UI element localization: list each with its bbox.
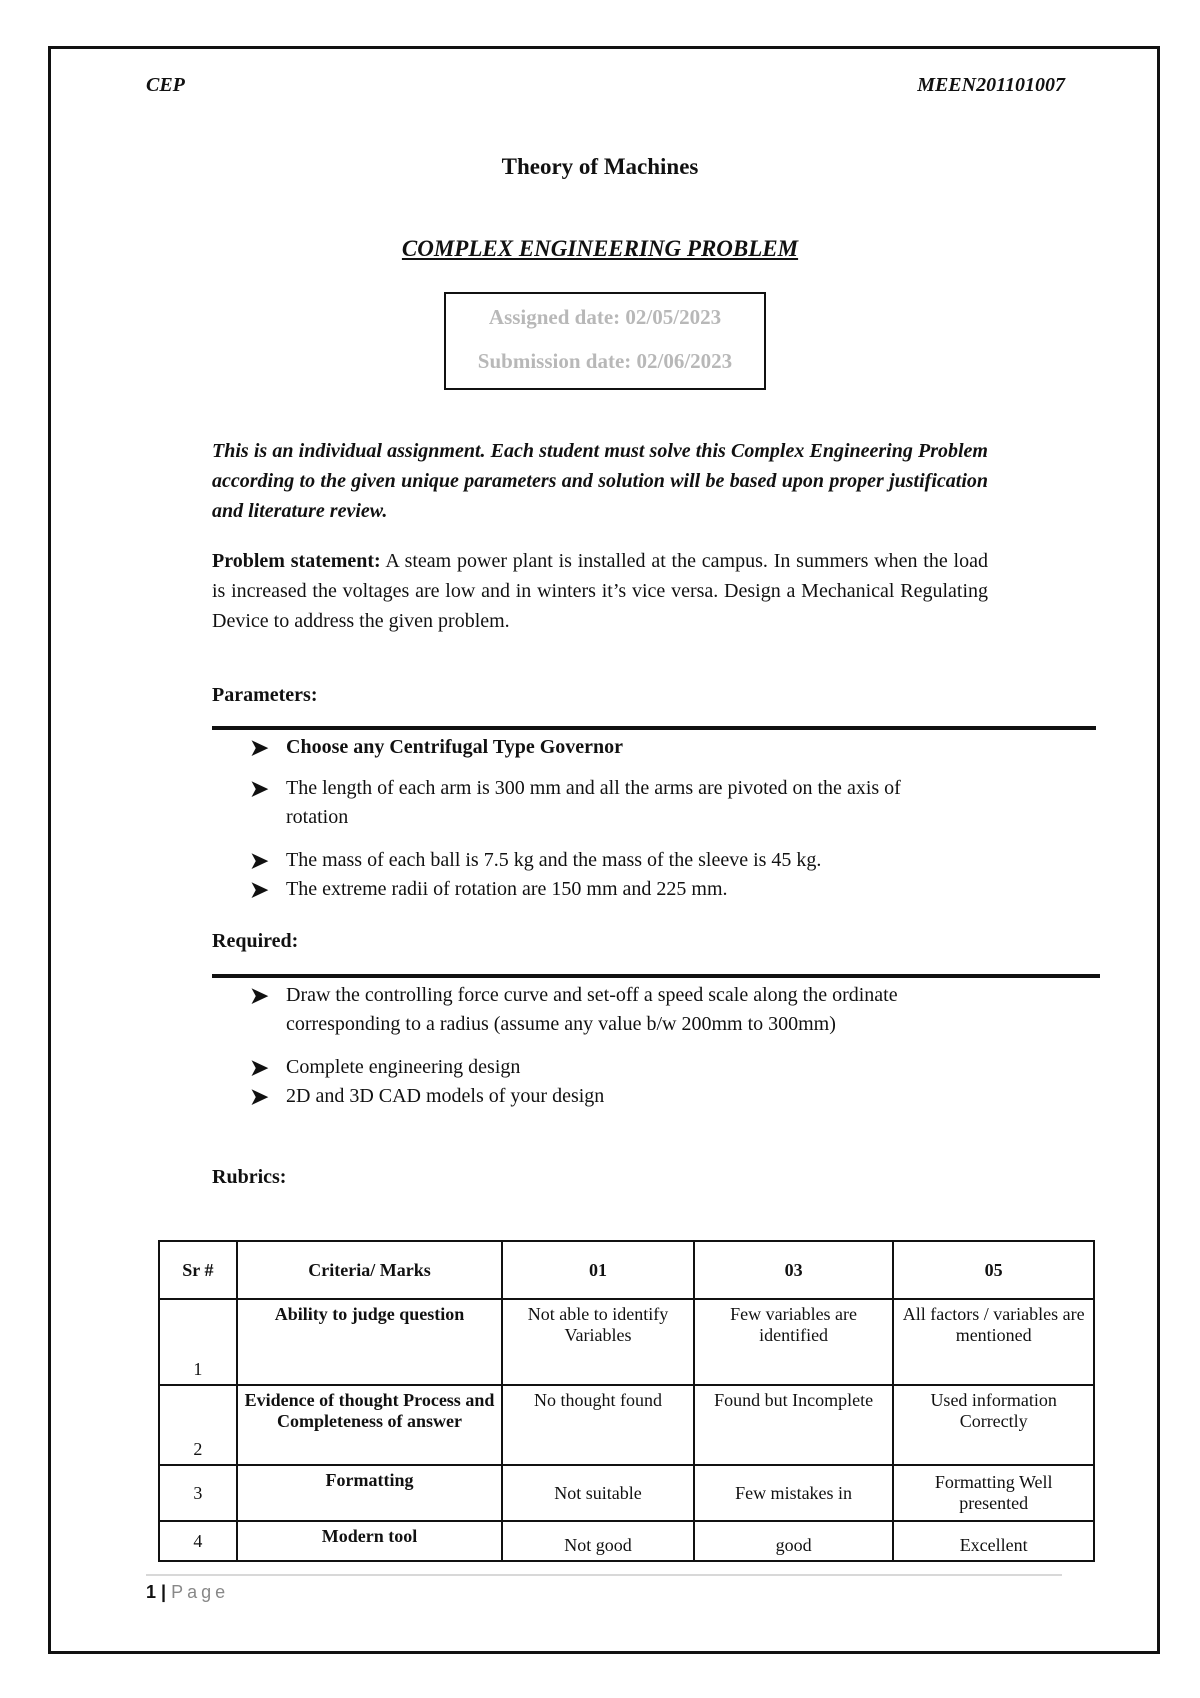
header-criteria: Criteria/ Marks	[237, 1241, 502, 1299]
cell-01: No thought found	[502, 1385, 694, 1465]
cell-03: Few mistakes in	[694, 1465, 894, 1521]
cell-01: Not able to identify Variables	[502, 1299, 694, 1385]
table-row	[159, 1521, 1094, 1561]
list-item: ➤ The extreme radii of rotation are 150 mm and 225 mm.	[250, 877, 728, 902]
footer-separator: |	[161, 1582, 167, 1602]
cell-05: All factors / variables are mentioned	[893, 1299, 1094, 1385]
page-number: 1	[146, 1582, 157, 1602]
header-03: 03	[694, 1241, 894, 1299]
page-title: Theory of Machines	[501, 154, 699, 179]
arrow-bullet-icon: ➤	[250, 1084, 269, 1109]
problem-text: A steam power plant is installed at the campus. In summers when the load is increased the voltages are low and in winters it’s vice versa. Design a Mechanical Regulating Device to address the given problem.	[212, 550, 988, 632]
cell-05: Excellent	[893, 1521, 1094, 1561]
cell-03: Found but Incomplete	[694, 1385, 894, 1465]
table-row	[159, 1385, 1094, 1465]
list-item: ➤ Choose any Centrifugal Type Governor	[250, 735, 624, 760]
header-left: CEP	[146, 74, 185, 96]
header-01: 01	[502, 1241, 694, 1299]
arrow-bullet-icon: ➤	[250, 1055, 269, 1080]
cell-criteria: Modern tool	[237, 1521, 502, 1561]
table-header-row	[159, 1241, 1094, 1299]
parameters-divider	[212, 726, 1096, 730]
cell-sr: 2	[159, 1385, 237, 1465]
list-item: ➤ 2D and 3D CAD models of your design	[250, 1084, 605, 1109]
page-subtitle: COMPLEX ENGINEERING PROBLEM	[401, 236, 799, 261]
footer-divider	[146, 1574, 1062, 1576]
problem-statement	[212, 546, 988, 636]
parameters-label: Parameters:	[212, 684, 318, 706]
cell-01: Not good	[502, 1521, 694, 1561]
rubrics-table	[158, 1240, 1095, 1562]
arrow-bullet-icon: ➤	[250, 735, 269, 760]
cell-sr: 1	[159, 1299, 237, 1385]
cell-criteria: Evidence of thought Process and Completeness of answer	[237, 1385, 502, 1465]
list-item: ➤ The length of each arm is 300 mm and all the arms are pivoted on the axis of rotation	[250, 776, 901, 828]
cell-05: Used information Correctly	[893, 1385, 1094, 1465]
arrow-bullet-icon: ➤	[250, 776, 269, 801]
assigned-date: Assigned date: 02/05/2023	[488, 305, 722, 329]
cell-01: Not suitable	[502, 1465, 694, 1521]
cell-criteria: Ability to judge question	[237, 1299, 502, 1385]
header-sr: Sr #	[159, 1241, 237, 1299]
list-item: ➤ The mass of each ball is 7.5 kg and the mass of the sleeve is 45 kg.	[250, 848, 822, 873]
arrow-bullet-icon: ➤	[250, 848, 269, 873]
cell-05: Formatting Well presented	[893, 1465, 1094, 1521]
intro-paragraph: This is an individual assignment. Each student must solve this Complex Engineering Problem according to the given unique parameters and solution will be based upon proper justification and literature review.	[212, 440, 988, 522]
cell-criteria: Formatting	[237, 1465, 502, 1521]
cell-03: good	[694, 1521, 894, 1561]
submission-date: Submission date: 02/06/2023	[477, 349, 733, 373]
required-label: Required:	[212, 930, 299, 952]
required-list	[250, 981, 950, 1111]
list-item: ➤ Complete engineering design	[250, 1055, 521, 1080]
cell-03: Few variables are identified	[694, 1299, 894, 1385]
rubrics-label: Rubrics:	[212, 1166, 287, 1188]
page-footer	[146, 1582, 229, 1603]
cell-sr: 3	[159, 1465, 237, 1521]
table-row	[159, 1465, 1094, 1521]
problem-label: Problem statement:	[212, 550, 381, 572]
page-label: Page	[171, 1582, 230, 1602]
list-item: ➤ Draw the controlling force curve and set-off a speed scale along the ordinate corresponding to a radius (assume any value b/w 200mm to 300mm)	[250, 983, 898, 1035]
parameters-list	[250, 733, 950, 904]
header-05: 05	[893, 1241, 1094, 1299]
required-divider	[212, 974, 1100, 978]
arrow-bullet-icon: ➤	[250, 983, 269, 1008]
header-right: MEEN201101007	[917, 74, 1065, 96]
date-box	[444, 292, 766, 390]
table-row	[159, 1299, 1094, 1385]
cell-sr: 4	[159, 1521, 237, 1561]
arrow-bullet-icon: ➤	[250, 877, 269, 902]
